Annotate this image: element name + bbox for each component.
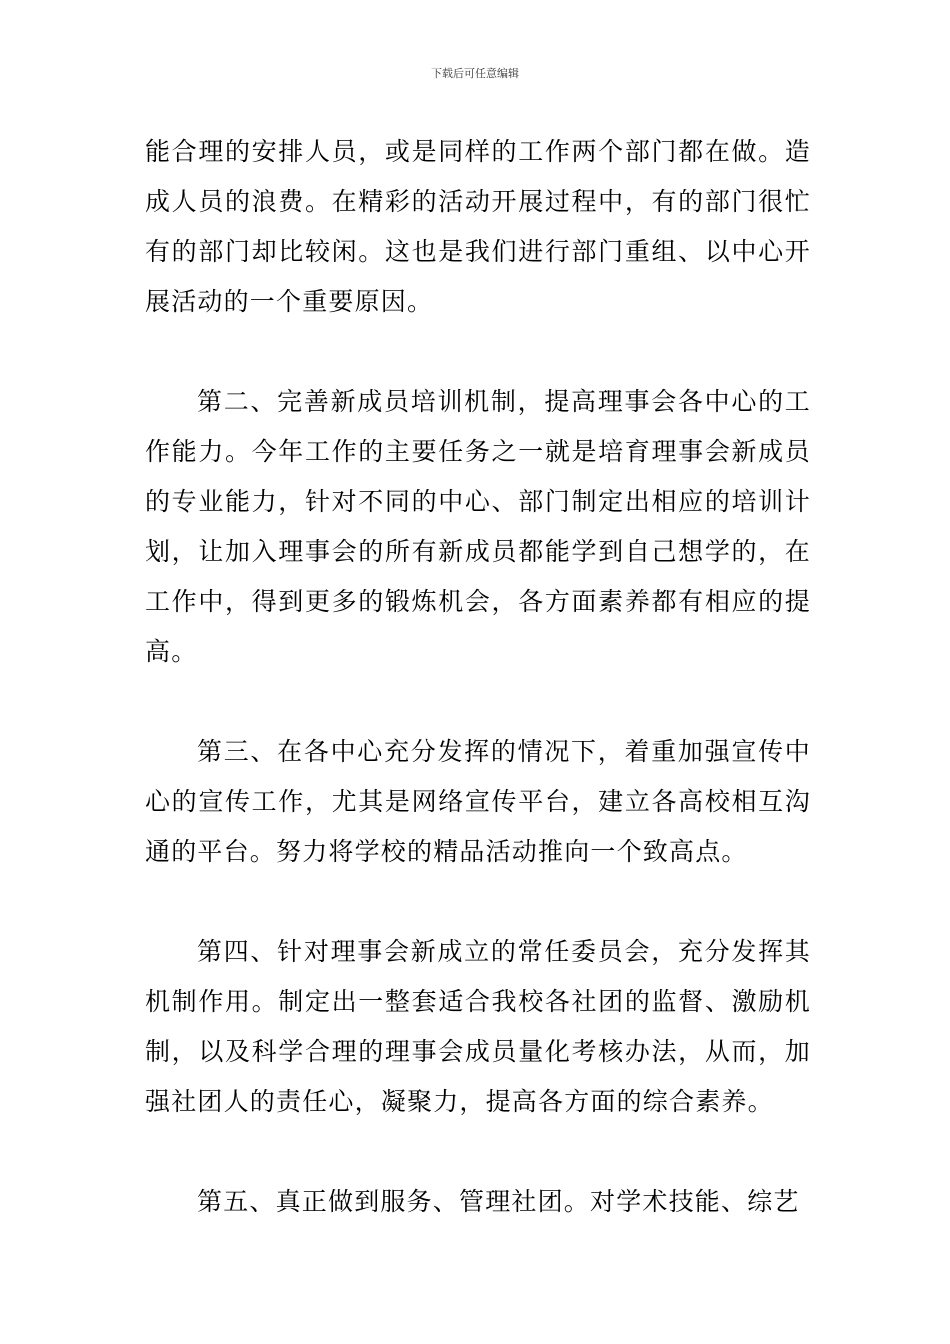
paragraph-spacer	[145, 877, 811, 927]
paragraph-third: 第三、在各中心充分发挥的情况下，着重加强宣传中心的宣传工作，尤其是网络宣传平台，建立各高校相互沟通的平台。努力将学校的精品活动推向一个致高点。	[145, 737, 811, 866]
paragraph-fourth: 第四、针对理事会新成立的常任委员会，充分发挥其机制作用。制定出一整套适合我校各社团的监督、激励机制，以及科学合理的理事会成员量化考核办法，从而，加强社团人的责任心，凝聚力，提高各方面的综合素养。	[145, 937, 811, 1116]
paragraph-second: 第二、完善新成员培训机制，提高理事会各中心的工作能力。今年工作的主要任务之一就是培育理事会新成员的专业能力，针对不同的中心、部门制定出相应的培训计划，让加入理事会的所有新成员都能学到自己想学的，在工作中，得到更多的锻炼机会，各方面素养都有相应的提高。	[145, 387, 811, 666]
paragraph-continuation: 能合理的安排人员，或是同样的工作两个部门都在做。造成人员的浪费。在精彩的活动开展过程中，有的部门很忙有的部门却比较闲。这也是我们进行部门重组、以中心开展活动的一个重要原因。	[145, 137, 811, 316]
paragraph-fifth: 第五、真正做到服务、管理社团。对学术技能、综艺	[197, 1187, 800, 1216]
document-body	[145, 127, 811, 1227]
paragraph-spacer	[145, 327, 811, 377]
page-header-note: 下载后可任意编辑	[431, 67, 519, 80]
paragraph-spacer	[145, 1127, 811, 1177]
paragraph-spacer	[145, 677, 811, 727]
